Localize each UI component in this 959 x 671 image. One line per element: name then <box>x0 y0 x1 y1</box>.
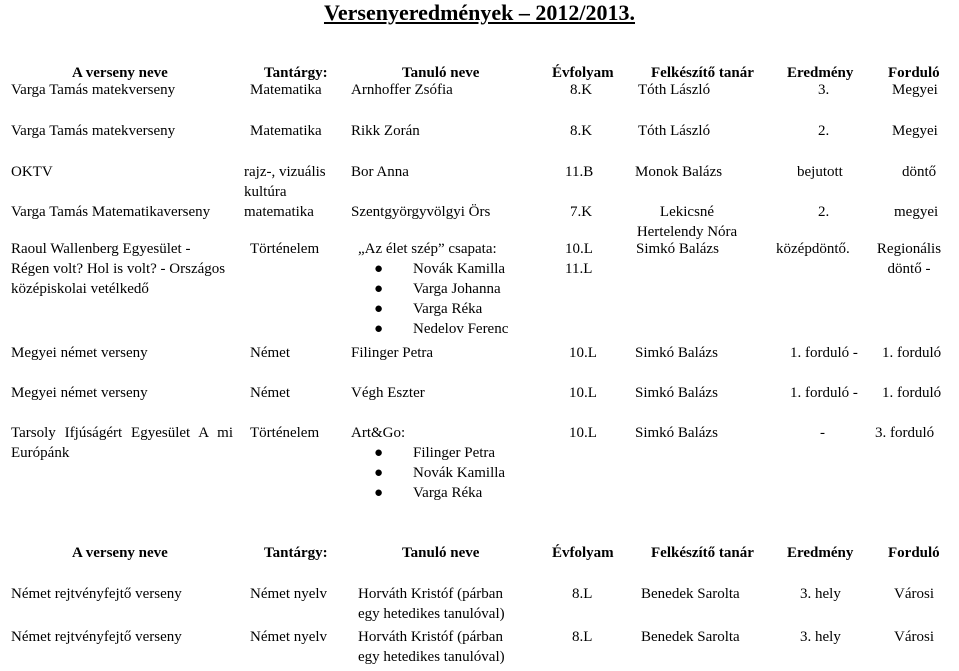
list-item: ● Varga Réka <box>374 485 483 501</box>
cell-result: - <box>820 425 825 441</box>
list-item: ● Filinger Petra <box>374 445 496 461</box>
cell-result: 2. <box>818 204 830 220</box>
header-result: Eredmény <box>787 545 854 561</box>
cell-competition: Varga Tamás matekverseny <box>11 82 176 98</box>
list-item: ● Nedelov Ferenc <box>374 321 509 337</box>
cell-teacher: Simkó Balázs <box>635 385 718 401</box>
bullet-icon: ● <box>374 321 384 337</box>
cell-result: 1. forduló - <box>790 345 858 361</box>
cell-grade: 7.K <box>570 204 593 220</box>
cell-teacher: Tóth László <box>638 123 711 139</box>
cell-student: Végh Eszter <box>351 385 425 401</box>
member-list <box>363 443 505 503</box>
cell-result: középdöntő. <box>776 241 850 257</box>
cell-subject: matematika <box>244 204 314 220</box>
cell-teacher: Benedek Sarolta <box>641 586 740 602</box>
cell-competition: Varga Tamás matekverseny <box>11 123 176 139</box>
cell-student: Horváth Kristóf (párban egy hetedikes tanulóval) <box>358 629 505 665</box>
cell-student: Szentgyörgyvölgyi Örs <box>351 204 491 220</box>
bullet-icon: ● <box>374 301 384 317</box>
cell-grade: 10.L <box>569 345 597 361</box>
cell-round: 1. forduló <box>882 385 942 401</box>
header-subject: Tantárgy: <box>264 65 328 81</box>
cell-round: döntő <box>902 164 937 180</box>
cell-round: Megyei <box>892 123 938 139</box>
cell-round: 1. forduló <box>882 345 942 361</box>
cell-student-intro: „Az élet szép” csapata: <box>358 241 497 257</box>
cell-round: Városi <box>894 586 934 602</box>
header-result: Eredmény <box>787 65 854 81</box>
list-item: ● Novák Kamilla <box>374 261 506 277</box>
cell-grade: 10.L <box>569 425 597 441</box>
member-list <box>363 259 508 339</box>
cell-student: Arnhoffer Zsófia <box>351 82 453 98</box>
header-competition: A verseny neve <box>72 545 168 561</box>
header-student: Tanuló neve <box>402 65 480 81</box>
cell-competition: Német rejtvényfejtő verseny <box>11 586 182 602</box>
cell-student: Filinger Petra <box>351 345 434 361</box>
cell-teacher: Monok Balázs <box>635 164 723 180</box>
cell-teacher: Simkó Balázs <box>636 241 719 257</box>
cell-round: megyei <box>894 204 939 220</box>
header-grade: Évfolyam <box>552 65 614 81</box>
cell-result: 3. hely <box>800 586 841 602</box>
cell-competition: Megyei német verseny <box>11 345 148 361</box>
list-item: ● Varga Johanna <box>374 281 501 297</box>
header-round: Forduló <box>888 545 940 561</box>
cell-competition: Varga Tamás Matematikaverseny <box>11 204 211 220</box>
cell-teacher: Lekicsné Hertelendy Nóra <box>636 204 738 240</box>
cell-result: 3. hely <box>800 629 841 645</box>
cell-competition: Raoul Wallenberg Egyesület - Régen volt? Hol is volt? - Országos középiskolai vetélkedő <box>11 241 226 297</box>
cell-result: 1. forduló - <box>790 385 858 401</box>
cell-subject: Matematika <box>250 123 322 139</box>
cell-subject: Német nyelv <box>250 586 328 602</box>
cell-grade: 8.K <box>570 82 593 98</box>
cell-round: Megyei <box>892 82 938 98</box>
bullet-icon: ● <box>374 465 384 481</box>
cell-round: Regionális döntő - <box>876 241 942 277</box>
cell-grade: 10.L 11.L <box>565 241 593 277</box>
cell-competition: OKTV <box>11 164 53 180</box>
cell-competition: Német rejtvényfejtő verseny <box>11 629 182 645</box>
bullet-icon: ● <box>374 261 384 277</box>
cell-subject: Történelem <box>250 241 320 257</box>
header-competition: A verseny neve <box>72 65 168 81</box>
cell-grade: 8.K <box>570 123 593 139</box>
cell-subject: Matematika <box>250 82 322 98</box>
header-round: Forduló <box>888 65 940 81</box>
cell-subject: Történelem <box>250 425 320 441</box>
header-grade: Évfolyam <box>552 545 614 561</box>
cell-round: 3. forduló <box>875 425 935 441</box>
cell-subject: Német nyelv <box>250 629 328 645</box>
list-item: ● Novák Kamilla <box>374 465 506 481</box>
bullet-icon: ● <box>374 485 384 501</box>
header-student: Tanuló neve <box>402 545 480 561</box>
cell-competition: Tarsoly Ifjúságért Egyesület A mi Európánk <box>11 425 233 461</box>
cell-result: bejutott <box>797 164 843 180</box>
bullet-icon: ● <box>374 281 384 297</box>
cell-competition: Megyei német verseny <box>11 385 148 401</box>
cell-grade: 10.L <box>569 385 597 401</box>
cell-teacher: Simkó Balázs <box>635 425 718 441</box>
cell-grade: 8.L <box>572 629 593 645</box>
bullet-icon: ● <box>374 445 384 461</box>
cell-subject: Német <box>250 345 290 361</box>
cell-grade: 11.B <box>565 164 594 180</box>
header-teacher: Felkészítő tanár <box>651 65 754 81</box>
cell-subject: Német <box>250 385 290 401</box>
header-subject: Tantárgy: <box>264 545 328 561</box>
cell-teacher: Tóth László <box>638 82 711 98</box>
cell-grade: 8.L <box>572 586 593 602</box>
cell-teacher: Simkó Balázs <box>635 345 718 361</box>
cell-subject: rajz-, vizuális kultúra <box>244 164 326 200</box>
cell-result: 2. <box>818 123 830 139</box>
cell-student: Rikk Zorán <box>351 123 420 139</box>
cell-student-intro: Art&Go: <box>351 425 406 441</box>
list-item: ● Varga Réka <box>374 301 483 317</box>
cell-result: 3. <box>818 82 830 98</box>
cell-teacher: Benedek Sarolta <box>641 629 740 645</box>
cell-student: Bor Anna <box>351 164 409 180</box>
cell-student: Horváth Kristóf (párban egy hetedikes tanulóval) <box>358 586 505 622</box>
header-teacher: Felkészítő tanár <box>651 545 754 561</box>
page-title: Versenyeredmények – 2012/2013. <box>323 0 636 25</box>
cell-round: Városi <box>894 629 934 645</box>
